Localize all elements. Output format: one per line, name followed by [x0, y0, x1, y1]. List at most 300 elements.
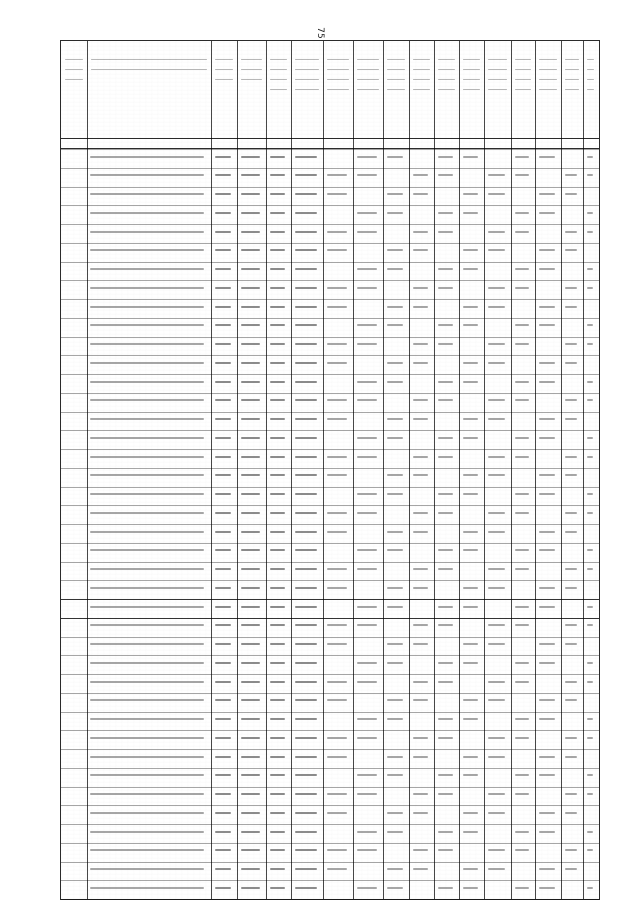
cell-text-placeholder: [488, 306, 505, 308]
cell-text-placeholder: [90, 793, 204, 795]
grid-hline: [61, 187, 599, 188]
cell-text-placeholder: [587, 849, 593, 851]
header-text-placeholder: [387, 59, 405, 60]
cell-text-placeholder: [241, 287, 260, 289]
grid-hline: [61, 674, 599, 675]
cell-text-placeholder: [539, 662, 555, 664]
cell-text-placeholder: [241, 699, 260, 701]
cell-text-placeholder: [539, 643, 555, 645]
cell-text-placeholder: [241, 231, 260, 233]
header-text-placeholder: [91, 59, 207, 60]
header-text-placeholder: [270, 59, 287, 60]
cell-text-placeholder: [241, 306, 260, 308]
cell-text-placeholder: [539, 156, 555, 158]
cell-text-placeholder: [270, 849, 285, 851]
cell-text-placeholder: [241, 887, 260, 889]
cell-text-placeholder: [90, 624, 204, 626]
cell-text-placeholder: [539, 306, 555, 308]
cell-text-placeholder: [90, 568, 204, 570]
cell-text-placeholder: [463, 756, 478, 758]
cell-text-placeholder: [413, 699, 428, 701]
cell-text-placeholder: [90, 756, 204, 758]
cell-text-placeholder: [241, 212, 260, 214]
cell-text-placeholder: [270, 887, 285, 889]
cell-text-placeholder: [295, 887, 317, 889]
cell-text-placeholder: [295, 456, 317, 458]
cell-text-placeholder: [241, 587, 260, 589]
grid-hline: [61, 205, 599, 206]
cell-text-placeholder: [539, 606, 555, 608]
cell-text-placeholder: [463, 718, 478, 720]
header-text-placeholder: [241, 69, 262, 70]
cell-text-placeholder: [488, 568, 505, 570]
cell-text-placeholder: [357, 606, 377, 608]
cell-text-placeholder: [327, 343, 347, 345]
cell-text-placeholder: [215, 324, 231, 326]
cell-text-placeholder: [413, 456, 428, 458]
cell-text-placeholder: [413, 756, 428, 758]
cell-text-placeholder: [295, 624, 317, 626]
cell-text-placeholder: [357, 662, 377, 664]
cell-text-placeholder: [215, 662, 231, 664]
cell-text-placeholder: [515, 287, 529, 289]
cell-text-placeholder: [587, 156, 593, 158]
cell-text-placeholder: [357, 287, 377, 289]
grid-hline: [61, 805, 599, 806]
cell-text-placeholder: [90, 456, 204, 458]
cell-text-placeholder: [438, 324, 453, 326]
cell-text-placeholder: [413, 343, 428, 345]
header-text-placeholder: [357, 69, 379, 70]
cell-text-placeholder: [327, 737, 347, 739]
cell-text-placeholder: [413, 512, 428, 514]
header-text-placeholder: [515, 79, 531, 80]
cell-text-placeholder: [515, 156, 529, 158]
cell-text-placeholder: [241, 343, 260, 345]
grid-hline: [61, 149, 599, 150]
cell-text-placeholder: [295, 756, 317, 758]
cell-text-placeholder: [357, 549, 377, 551]
cell-text-placeholder: [215, 568, 231, 570]
cell-text-placeholder: [463, 493, 478, 495]
cell-text-placeholder: [90, 699, 204, 701]
cell-text-placeholder: [565, 793, 577, 795]
cell-text-placeholder: [270, 474, 285, 476]
grid-vline-7: [353, 41, 354, 899]
cell-text-placeholder: [215, 774, 231, 776]
cell-text-placeholder: [270, 343, 285, 345]
cell-text-placeholder: [215, 624, 231, 626]
cell-text-placeholder: [488, 643, 505, 645]
cell-text-placeholder: [515, 381, 529, 383]
cell-text-placeholder: [90, 774, 204, 776]
cell-text-placeholder: [90, 174, 204, 176]
cell-text-placeholder: [241, 324, 260, 326]
cell-text-placeholder: [241, 812, 260, 814]
cell-text-placeholder: [215, 362, 231, 364]
cell-text-placeholder: [270, 624, 285, 626]
cell-text-placeholder: [241, 606, 260, 608]
grid-vline-3: [237, 41, 238, 899]
header-text-placeholder: [565, 59, 579, 60]
cell-text-placeholder: [413, 737, 428, 739]
cell-text-placeholder: [90, 737, 204, 739]
grid-vline-5: [291, 41, 292, 899]
cell-text-placeholder: [241, 268, 260, 270]
cell-text-placeholder: [463, 474, 478, 476]
cell-text-placeholder: [438, 174, 453, 176]
cell-text-placeholder: [90, 587, 204, 589]
cell-text-placeholder: [357, 381, 377, 383]
cell-text-placeholder: [327, 418, 347, 420]
cell-text-placeholder: [215, 737, 231, 739]
cell-text-placeholder: [587, 549, 593, 551]
cell-text-placeholder: [327, 793, 347, 795]
cell-text-placeholder: [295, 793, 317, 795]
cell-text-placeholder: [565, 643, 577, 645]
cell-text-placeholder: [215, 399, 231, 401]
cell-text-placeholder: [413, 287, 428, 289]
cell-text-placeholder: [295, 681, 317, 683]
grid-hline: [61, 655, 599, 656]
cell-text-placeholder: [90, 868, 204, 870]
cell-text-placeholder: [387, 831, 403, 833]
cell-text-placeholder: [438, 437, 453, 439]
cell-text-placeholder: [215, 287, 231, 289]
cell-text-placeholder: [539, 362, 555, 364]
grid-hline: [61, 262, 599, 263]
header-text-placeholder: [515, 89, 531, 90]
cell-text-placeholder: [90, 399, 204, 401]
cell-text-placeholder: [90, 362, 204, 364]
cell-text-placeholder: [270, 662, 285, 664]
cell-text-placeholder: [413, 624, 428, 626]
cell-text-placeholder: [241, 549, 260, 551]
header-text-placeholder: [215, 59, 233, 60]
header-text-placeholder: [65, 69, 83, 70]
cell-text-placeholder: [413, 362, 428, 364]
cell-text-placeholder: [438, 287, 453, 289]
grid-vline-14: [535, 41, 536, 899]
cell-text-placeholder: [463, 549, 478, 551]
cell-text-placeholder: [270, 606, 285, 608]
cell-text-placeholder: [327, 399, 347, 401]
header-text-placeholder: [357, 59, 379, 60]
cell-text-placeholder: [241, 493, 260, 495]
cell-text-placeholder: [515, 887, 529, 889]
cell-text-placeholder: [241, 568, 260, 570]
header-text-placeholder: [270, 79, 287, 80]
cell-text-placeholder: [387, 606, 403, 608]
table-header-placeholder: [61, 41, 599, 139]
cell-text-placeholder: [357, 849, 377, 851]
cell-text-placeholder: [488, 512, 505, 514]
cell-text-placeholder: [565, 362, 577, 364]
cell-text-placeholder: [515, 399, 529, 401]
header-text-placeholder: [565, 69, 579, 70]
cell-text-placeholder: [539, 493, 555, 495]
header-text-placeholder: [413, 79, 430, 80]
cell-text-placeholder: [295, 831, 317, 833]
cell-text-placeholder: [327, 587, 347, 589]
cell-text-placeholder: [565, 849, 577, 851]
cell-text-placeholder: [90, 606, 204, 608]
cell-text-placeholder: [241, 681, 260, 683]
cell-text-placeholder: [327, 568, 347, 570]
grid-vline-1: [87, 41, 88, 899]
cell-text-placeholder: [90, 381, 204, 383]
cell-text-placeholder: [387, 774, 403, 776]
cell-text-placeholder: [327, 756, 347, 758]
cell-text-placeholder: [565, 456, 577, 458]
cell-text-placeholder: [587, 737, 593, 739]
cell-text-placeholder: [539, 831, 555, 833]
cell-text-placeholder: [357, 831, 377, 833]
cell-text-placeholder: [565, 568, 577, 570]
cell-text-placeholder: [295, 606, 317, 608]
cell-text-placeholder: [357, 793, 377, 795]
cell-text-placeholder: [90, 887, 204, 889]
cell-text-placeholder: [387, 587, 403, 589]
cell-text-placeholder: [515, 268, 529, 270]
cell-text-placeholder: [327, 812, 347, 814]
cell-text-placeholder: [90, 662, 204, 664]
cell-text-placeholder: [438, 887, 453, 889]
cell-text-placeholder: [438, 849, 453, 851]
cell-text-placeholder: [215, 343, 231, 345]
cell-text-placeholder: [90, 474, 204, 476]
header-text-placeholder: [488, 69, 507, 70]
grid-hline: [61, 768, 599, 769]
cell-text-placeholder: [539, 418, 555, 420]
grid-hline: [61, 487, 599, 488]
cell-text-placeholder: [539, 437, 555, 439]
cell-text-placeholder: [515, 456, 529, 458]
cell-text-placeholder: [463, 418, 478, 420]
cell-text-placeholder: [90, 324, 204, 326]
cell-text-placeholder: [387, 362, 403, 364]
cell-text-placeholder: [295, 418, 317, 420]
cell-text-placeholder: [270, 587, 285, 589]
cell-text-placeholder: [565, 868, 577, 870]
cell-text-placeholder: [90, 306, 204, 308]
cell-text-placeholder: [295, 343, 317, 345]
cell-text-placeholder: [270, 381, 285, 383]
cell-text-placeholder: [295, 212, 317, 214]
cell-text-placeholder: [270, 868, 285, 870]
cell-text-placeholder: [270, 231, 285, 233]
header-text-placeholder: [438, 89, 455, 90]
cell-text-placeholder: [587, 681, 593, 683]
cell-text-placeholder: [215, 549, 231, 551]
cell-text-placeholder: [241, 737, 260, 739]
cell-text-placeholder: [215, 268, 231, 270]
grid-hline: [61, 280, 599, 281]
cell-text-placeholder: [270, 174, 285, 176]
cell-text-placeholder: [90, 643, 204, 645]
cell-text-placeholder: [438, 737, 453, 739]
cell-text-placeholder: [90, 231, 204, 233]
header-text-placeholder: [327, 69, 349, 70]
cell-text-placeholder: [488, 681, 505, 683]
cell-text-placeholder: [295, 737, 317, 739]
cell-text-placeholder: [463, 156, 478, 158]
cell-text-placeholder: [357, 887, 377, 889]
grid-hline: [61, 787, 599, 788]
cell-text-placeholder: [488, 699, 505, 701]
cell-text-placeholder: [295, 587, 317, 589]
cell-text-placeholder: [438, 212, 453, 214]
cell-text-placeholder: [587, 512, 593, 514]
header-text-placeholder: [65, 59, 83, 60]
cell-text-placeholder: [241, 156, 260, 158]
grid-hline: [61, 318, 599, 319]
cell-text-placeholder: [90, 718, 204, 720]
header-text-placeholder: [387, 79, 405, 80]
cell-text-placeholder: [215, 193, 231, 195]
cell-text-placeholder: [539, 587, 555, 589]
cell-text-placeholder: [413, 849, 428, 851]
cell-text-placeholder: [587, 774, 593, 776]
cell-text-placeholder: [295, 474, 317, 476]
header-text-placeholder: [463, 59, 480, 60]
cell-text-placeholder: [295, 549, 317, 551]
cell-text-placeholder: [438, 268, 453, 270]
cell-text-placeholder: [565, 418, 577, 420]
grid-hline: [61, 355, 599, 356]
cell-text-placeholder: [565, 231, 577, 233]
cell-text-placeholder: [270, 531, 285, 533]
cell-text-placeholder: [515, 681, 529, 683]
cell-text-placeholder: [515, 493, 529, 495]
cell-text-placeholder: [270, 249, 285, 251]
cell-text-placeholder: [215, 418, 231, 420]
cell-text-placeholder: [565, 249, 577, 251]
header-text-placeholder: [587, 59, 594, 60]
grid-vline-11: [459, 41, 460, 899]
cell-text-placeholder: [357, 718, 377, 720]
header-text-placeholder: [357, 89, 379, 90]
cell-text-placeholder: [90, 212, 204, 214]
cell-text-placeholder: [357, 437, 377, 439]
cell-text-placeholder: [215, 812, 231, 814]
cell-text-placeholder: [327, 362, 347, 364]
cell-text-placeholder: [295, 249, 317, 251]
cell-text-placeholder: [295, 662, 317, 664]
cell-text-placeholder: [539, 324, 555, 326]
grid-hline: [61, 862, 599, 863]
cell-text-placeholder: [357, 231, 377, 233]
cell-text-placeholder: [488, 793, 505, 795]
cell-text-placeholder: [463, 662, 478, 664]
cell-text-placeholder: [270, 306, 285, 308]
cell-text-placeholder: [241, 437, 260, 439]
cell-text-placeholder: [387, 324, 403, 326]
cell-text-placeholder: [327, 681, 347, 683]
cell-text-placeholder: [215, 718, 231, 720]
cell-text-placeholder: [215, 793, 231, 795]
cell-text-placeholder: [488, 624, 505, 626]
cell-text-placeholder: [587, 718, 593, 720]
cell-text-placeholder: [295, 699, 317, 701]
cell-text-placeholder: [587, 793, 593, 795]
cell-text-placeholder: [270, 681, 285, 683]
cell-text-placeholder: [270, 568, 285, 570]
cell-text-placeholder: [463, 249, 478, 251]
cell-text-placeholder: [270, 812, 285, 814]
cell-text-placeholder: [565, 306, 577, 308]
cell-text-placeholder: [357, 268, 377, 270]
cell-text-placeholder: [515, 549, 529, 551]
header-text-placeholder: [295, 69, 319, 70]
cell-text-placeholder: [587, 324, 593, 326]
cell-text-placeholder: [90, 549, 204, 551]
grid-vline-15: [561, 41, 562, 899]
cell-text-placeholder: [587, 568, 593, 570]
cell-text-placeholder: [539, 756, 555, 758]
header-text-placeholder: [463, 89, 480, 90]
cell-text-placeholder: [327, 193, 347, 195]
cell-text-placeholder: [539, 193, 555, 195]
cell-text-placeholder: [295, 812, 317, 814]
cell-text-placeholder: [463, 212, 478, 214]
cell-text-placeholder: [387, 437, 403, 439]
cell-text-placeholder: [270, 718, 285, 720]
cell-text-placeholder: [270, 756, 285, 758]
header-text-placeholder: [539, 79, 557, 80]
header-text-placeholder: [387, 89, 405, 90]
cell-text-placeholder: [357, 774, 377, 776]
header-text-placeholder: [515, 59, 531, 60]
cell-text-placeholder: [215, 306, 231, 308]
cell-text-placeholder: [413, 681, 428, 683]
cell-text-placeholder: [413, 399, 428, 401]
cell-text-placeholder: [488, 474, 505, 476]
cell-text-placeholder: [295, 399, 317, 401]
cell-text-placeholder: [413, 418, 428, 420]
header-text-placeholder: [488, 89, 507, 90]
cell-text-placeholder: [438, 493, 453, 495]
cell-text-placeholder: [357, 399, 377, 401]
cell-text-placeholder: [327, 531, 347, 533]
cell-text-placeholder: [488, 587, 505, 589]
cell-text-placeholder: [327, 287, 347, 289]
cell-text-placeholder: [587, 268, 593, 270]
cell-text-placeholder: [295, 718, 317, 720]
cell-text-placeholder: [357, 456, 377, 458]
cell-text-placeholder: [295, 643, 317, 645]
cell-text-placeholder: [438, 231, 453, 233]
cell-text-placeholder: [587, 624, 593, 626]
cell-text-placeholder: [270, 643, 285, 645]
cell-text-placeholder: [488, 174, 505, 176]
cell-text-placeholder: [387, 531, 403, 533]
header-text-placeholder: [295, 79, 319, 80]
header-text-placeholder: [270, 89, 287, 90]
table-frame: [60, 40, 600, 900]
header-text-placeholder: [327, 89, 349, 90]
cell-text-placeholder: [241, 793, 260, 795]
grid-hline: [61, 243, 599, 244]
cell-text-placeholder: [387, 549, 403, 551]
cell-text-placeholder: [565, 474, 577, 476]
cell-text-placeholder: [327, 643, 347, 645]
cell-text-placeholder: [270, 831, 285, 833]
cell-text-placeholder: [327, 868, 347, 870]
cell-text-placeholder: [387, 643, 403, 645]
grid-vline-2: [211, 41, 212, 899]
cell-text-placeholder: [270, 193, 285, 195]
